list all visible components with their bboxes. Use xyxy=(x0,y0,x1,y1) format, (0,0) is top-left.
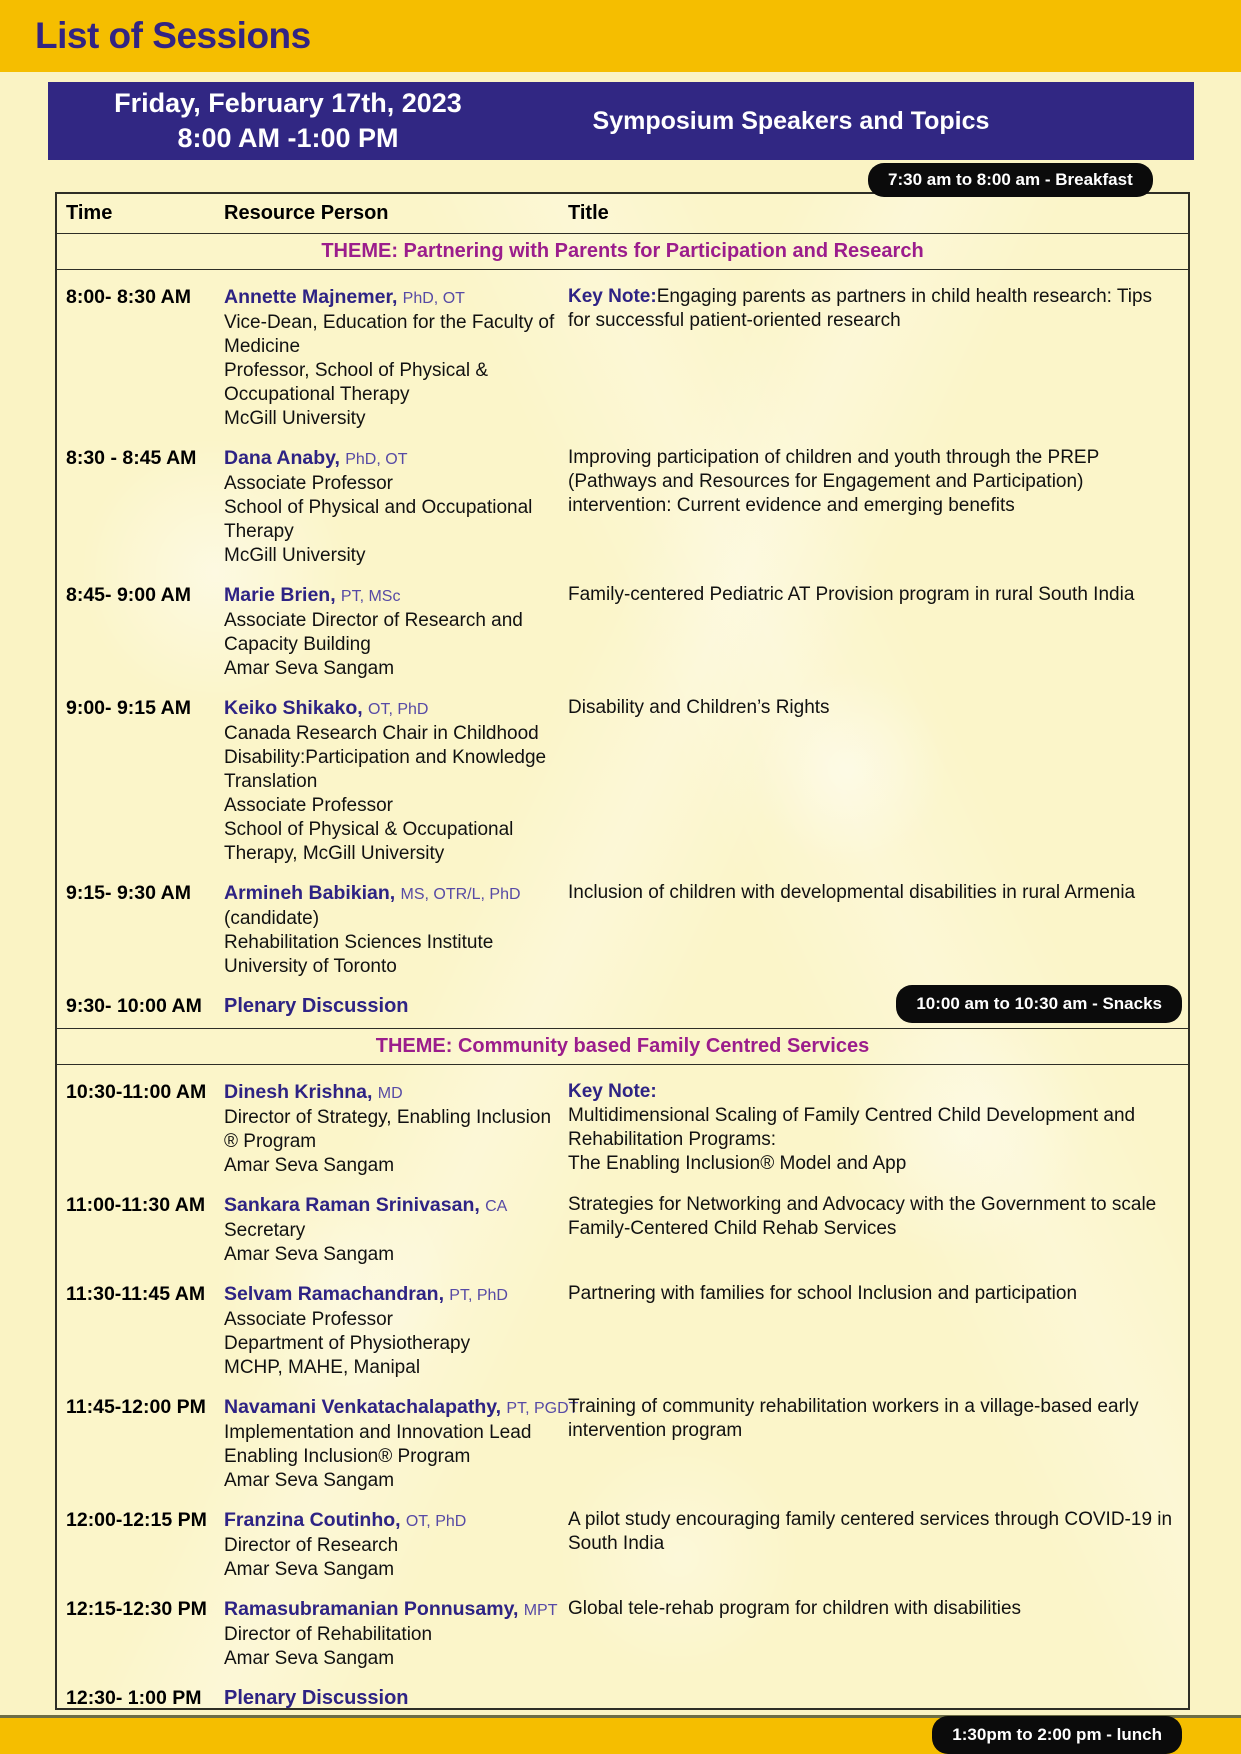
session-time: 12:00-12:15 PM xyxy=(66,1509,207,1531)
snacks-badge: 10:00 am to 10:30 am - Snacks xyxy=(896,985,1182,1023)
speaker-name: Marie Brien, xyxy=(224,584,336,606)
session-row xyxy=(57,285,1188,431)
schedule-table xyxy=(55,192,1190,1744)
speaker-credentials: PhD, OT xyxy=(402,290,465,307)
speaker-name: Franzina Coutinho, xyxy=(224,1509,401,1531)
speaker-affiliation: Amar Seva Sangam xyxy=(224,1470,395,1491)
speaker-affiliation: Amar Seva Sangam xyxy=(224,1559,395,1580)
session-row xyxy=(57,1080,1188,1178)
speaker-credentials: PT, PGDT xyxy=(506,1400,579,1417)
session-title: Family-centered Pediatric AT Provision program in rural South India xyxy=(568,584,1135,605)
session-row xyxy=(57,1597,1188,1671)
session-row xyxy=(57,583,1188,681)
session-person xyxy=(224,881,568,979)
session-date: Friday, February 17th, 2023 xyxy=(114,88,462,118)
speaker-name: Keiko Shikako, xyxy=(224,697,363,719)
session-row xyxy=(57,1193,1188,1267)
session-time: 9:00- 9:15 AM xyxy=(66,697,191,719)
speaker-affiliation: Associate Professor xyxy=(224,473,393,494)
session-title: Key Note: Multidimensional Scaling of Family Centred Child Development and Rehabilitation Programs: The Enabling Inclusion® Model and App xyxy=(568,1080,1182,1178)
session-time: 11:30-11:45 AM xyxy=(66,1283,206,1305)
session-time: 8:00- 8:30 AM xyxy=(66,286,191,308)
session-time: 12:15-12:30 PM xyxy=(66,1598,207,1620)
speaker-affiliation: Secretary xyxy=(224,1220,306,1241)
session-row xyxy=(57,1282,1188,1380)
speaker-affiliation: Amar Seva Sangam xyxy=(224,658,395,679)
speaker-affiliation: Amar Seva Sangam xyxy=(224,1155,395,1176)
speaker-affiliation: University of Toronto xyxy=(224,956,397,977)
speaker-name: Armineh Babikian, xyxy=(224,882,396,904)
speaker-name: Dana Anaby, xyxy=(224,447,340,469)
header-bar xyxy=(48,82,1194,160)
session-row xyxy=(57,881,1188,979)
session-row xyxy=(57,1686,1188,1710)
session-person xyxy=(224,696,568,866)
speaker-affiliation: Rehabilitation Sciences Institute xyxy=(224,932,494,953)
speaker-affiliation: McGill University xyxy=(224,408,366,429)
session-title: Strategies for Networking and Advocacy with the Government to scale Family-Centered Child Rehab Services xyxy=(568,1194,1157,1239)
session-person xyxy=(224,446,568,568)
session-title: Key Note:Engaging parents as partners in child health research: Tips for successful patient-oriented research xyxy=(568,286,1153,331)
speaker-affiliation: McGill University xyxy=(224,545,366,566)
top-band xyxy=(0,0,1241,72)
speaker-credentials: CA xyxy=(485,1198,508,1215)
session-title: Inclusion of children with developmental disabilities in rural Armenia xyxy=(568,882,1136,903)
speaker-name: Selvam Ramachandran, xyxy=(224,1283,445,1305)
session-person xyxy=(224,285,568,431)
session-person xyxy=(224,1508,568,1582)
speaker-affiliation: School of Physical and Occupational Therapy xyxy=(224,497,533,542)
session-title: Training of community rehabilitation workers in a village-based early intervention program xyxy=(568,1396,1139,1441)
breakfast-badge: 7:30 am to 8:00 am - Breakfast xyxy=(868,163,1153,197)
session-time: 10:30-11:00 AM xyxy=(66,1081,207,1103)
speaker-affiliation: Associate Professor xyxy=(224,1309,393,1330)
speaker-name: Navamani Venkatachalapathy, xyxy=(224,1396,502,1418)
speaker-credentials: OT, PhD xyxy=(405,1513,467,1530)
speaker-affiliation: Vice-Dean, Education for the Faculty of Medicine xyxy=(224,312,555,357)
plenary-label: Plenary Discussion xyxy=(224,995,409,1017)
speaker-affiliation: Director of Strategy, Enabling Inclusion ® Program xyxy=(224,1107,552,1152)
session-person xyxy=(224,1080,568,1178)
session-row xyxy=(57,1395,1188,1493)
session-time: 12:30- 1:00 PM xyxy=(66,1687,202,1709)
session-row xyxy=(57,994,1188,1018)
keynote-label: Key Note: xyxy=(568,286,657,307)
session-row xyxy=(57,696,1188,866)
session-time: 11:45-12:00 PM xyxy=(66,1396,206,1418)
speaker-affiliation: Associate Director of Research and Capacity Building xyxy=(224,610,523,655)
column-header-person: Resource Person xyxy=(224,202,389,224)
plenary-label: Plenary Discussion xyxy=(224,1687,409,1709)
speaker-affiliation: (candidate) xyxy=(224,908,320,929)
session-time-range: 8:00 AM -1:00 PM xyxy=(177,123,399,153)
session-time: 11:00-11:30 AM xyxy=(66,1194,206,1216)
session-title: Partnering with families for school Inclusion and participation xyxy=(568,1283,1078,1304)
speaker-affiliation: Director of Rehabilitation xyxy=(224,1624,433,1645)
page-title: List of Sessions xyxy=(35,15,311,56)
speaker-credentials: MS, OTR/L, PhD xyxy=(400,886,521,903)
session-title: Disability and Children’s Rights xyxy=(568,697,830,718)
speaker-name: Dinesh Krishna, xyxy=(224,1081,373,1103)
session-person xyxy=(224,1282,568,1380)
speaker-affiliation: Implementation and Innovation Lead xyxy=(224,1422,532,1443)
session-time: 9:30- 10:00 AM xyxy=(66,995,202,1017)
lunch-badge: 1:30pm to 2:00 pm - lunch xyxy=(932,1716,1182,1754)
session-person xyxy=(224,583,568,681)
session-title: Global tele-rehab program for children with disabilities xyxy=(568,1598,1022,1619)
keynote-label: Key Note: xyxy=(568,1081,657,1102)
theme-row-1: THEME: Partnering with Parents for Participation and Research xyxy=(57,234,1188,270)
speaker-affiliation: MCHP, MAHE, Manipal xyxy=(224,1357,421,1378)
session-time: 8:30 - 8:45 AM xyxy=(66,447,197,469)
session-person xyxy=(224,1597,568,1671)
speaker-credentials: OT, PhD xyxy=(368,701,429,718)
speaker-credentials: PhD, OT xyxy=(345,451,408,468)
column-header-title: Title xyxy=(568,202,609,224)
session-title: Improving participation of children and youth through the PREP (Pathways and Resources for Engagement and Participation) intervention: Current evidence and emerging benefits xyxy=(568,447,1099,516)
session-time: 9:15- 9:30 AM xyxy=(66,882,191,904)
speaker-affiliation: Canada Research Chair in Childhood Disability:Participation and Knowledge Translation xyxy=(224,723,547,792)
speaker-credentials: MPT xyxy=(523,1602,558,1619)
session-title: A pilot study encouraging family centered services through COVID-19 in South India xyxy=(568,1509,1173,1554)
speaker-name: Annette Majnemer, xyxy=(224,286,398,308)
theme-row-2: THEME: Community based Family Centred Services xyxy=(57,1028,1188,1065)
session-row xyxy=(57,446,1188,568)
speaker-affiliation: School of Physical & Occupational Therapy, McGill University xyxy=(224,819,514,864)
speaker-affiliation: Amar Seva Sangam xyxy=(224,1648,395,1669)
speaker-affiliation: Director of Research xyxy=(224,1535,399,1556)
speaker-affiliation: Enabling Inclusion® Program xyxy=(224,1446,471,1467)
speaker-credentials: PT, PhD xyxy=(449,1287,508,1304)
session-date-block xyxy=(48,86,528,156)
column-header-time: Time xyxy=(66,202,113,224)
speaker-credentials: MD xyxy=(377,1085,403,1102)
session-person xyxy=(224,1395,579,1493)
table-header-row xyxy=(57,194,1188,234)
speaker-affiliation: Amar Seva Sangam xyxy=(224,1244,395,1265)
speaker-affiliation: Associate Professor xyxy=(224,795,393,816)
session-row xyxy=(57,1508,1188,1582)
speaker-credentials: PT, MSc xyxy=(340,588,401,605)
header-right-title: Symposium Speakers and Topics xyxy=(592,106,990,135)
speaker-name: Ramasubramanian Ponnusamy, xyxy=(224,1598,519,1620)
speaker-name: Sankara Raman Srinivasan, xyxy=(224,1194,480,1216)
speaker-affiliation: Professor, School of Physical & Occupational Therapy xyxy=(224,360,489,405)
speaker-affiliation: Department of Physiotherapy xyxy=(224,1333,471,1354)
session-person xyxy=(224,1193,568,1267)
session-time: 8:45- 9:00 AM xyxy=(66,584,191,606)
